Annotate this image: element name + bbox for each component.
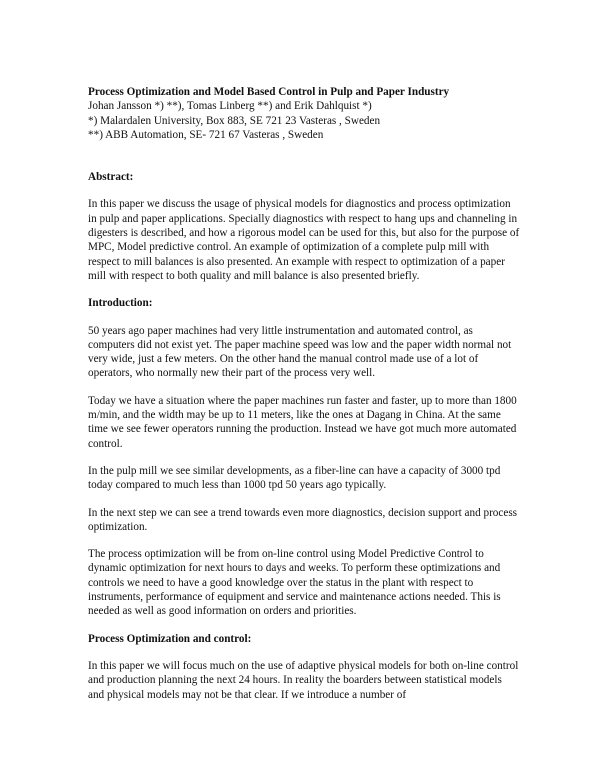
affiliation-2: **) ABB Automation, SE- 721 67 Vasteras , Sweden (88, 128, 324, 141)
process-optimization-text: In this paper we will focus much on the use of adaptive physical models for both on-line control and production planning the next 24 hours. In reality the boarders between statistical models and physical models may not be that clear. If we introduce a number of (88, 659, 519, 701)
document-page (88, 85, 520, 702)
introduction-heading: Introduction: (88, 297, 153, 310)
abstract-heading: Abstract: (88, 171, 134, 184)
intro-paragraph-5: The process optimization will be from on-line control using Model Predictive Control to dynamic optimization for next hours to days and weeks. To perform these optimizations and controls we need to have a good knowledge over the status in the plant with respect to instruments, performance of equipment and service and maintenance actions needed. This is needed as well as good information on orders and priorities. (88, 548, 501, 618)
intro-paragraph-1: 50 years ago paper machines had very little instrumentation and automated control, as computers did not exist yet. The paper machine speed was low and the paper width normal not very wide, just a few meters. On the other hand the manual control made use of a lot of operators, who normally new their part of the process very well. (88, 324, 512, 380)
intro-paragraph-2: Today we have a situation where the paper machines run faster and faster, up to more than 1800 m/min, and the width may be up to 11 meters, like the ones at Dagang in China. At the same time we see fewer operators running the production. Instead we have got much more automated control. (88, 394, 517, 450)
process-optimization-heading: Process Optimization and control: (88, 632, 252, 645)
affiliation-1: *) Malardalen University, Box 883, SE 721 23 Vasteras , Sweden (88, 114, 381, 127)
intro-paragraph-4: In the next step we can see a trend towards even more diagnostics, decision support and process optimization. (88, 506, 518, 533)
abstract-text: In this paper we discuss the usage of physical models for diagnostics and process optimization in pulp and paper applications. Specially diagnostics with respect to hang ups and channeling in digesters is described, and how a rigorous model can be used for this, but also for the purpose of MPC, Model predictive control. An example of optimization of a complete pulp mill with respect to mill balances is also presented. An example with respect to optimization of a paper mill with respect to both quality and mill balance is also presented briefly. (88, 198, 520, 282)
intro-paragraph-3: In the pulp mill we see similar developments, as a fiber-line can have a capacity of 3000 tpd today compared to much less than 1000 tpd 50 years ago typically. (88, 464, 501, 492)
author-list: Johan Jansson *) **), Tomas Linberg **) and Erik Dahlquist *) (88, 100, 372, 113)
paper-title: Process Optimization and Model Based Control in Pulp and Paper Industry (88, 86, 450, 98)
